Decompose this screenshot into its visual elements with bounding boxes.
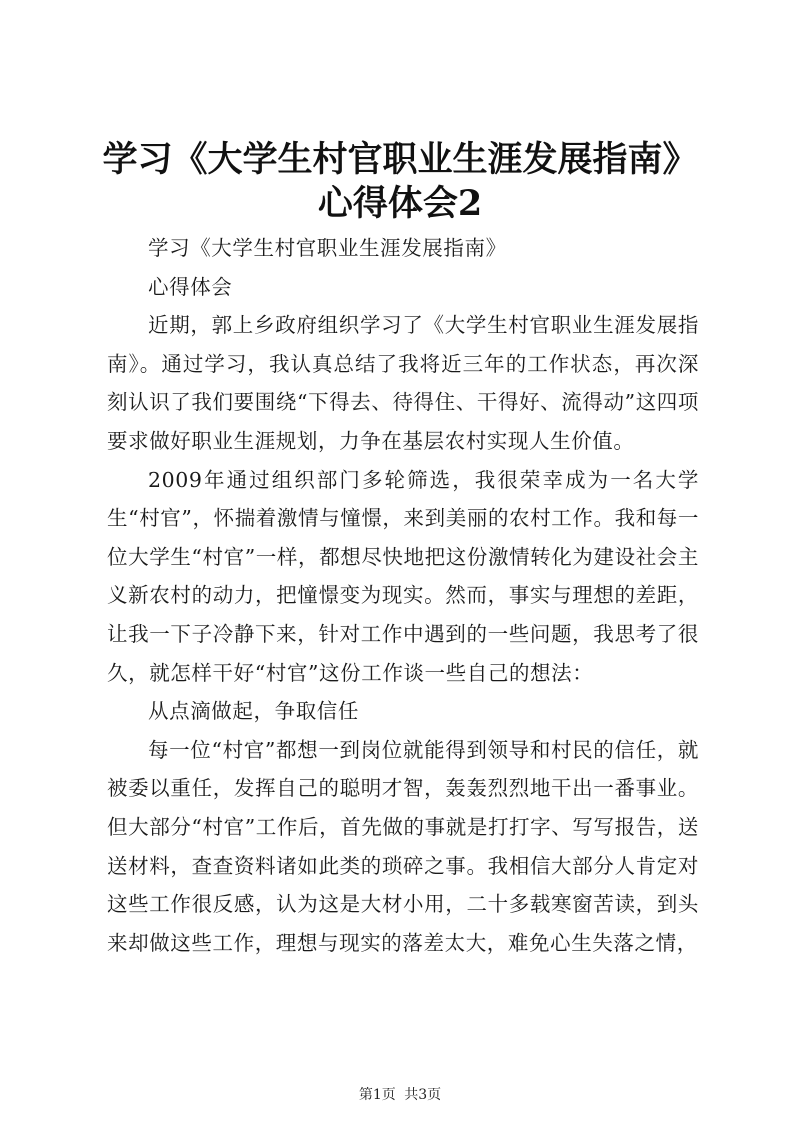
paragraph-trust: 每一位“村官”都想一到岗位就能得到领导和村民的信任，就被委以重任，发挥自己的聪明才智，轰轰烈烈地干出一番事业。但大部分“村官”工作后，首先做的事就是打打字、写写报告，送送材料，查查资料诸如此类的琐碎之事。我相信大部分人肯定对这些工作很反感，认为这是大材小用，二十多载寒窗苦读，到头来却做这些工作，理想与现实的落差太大，难免心生失落之情， — [107, 737, 699, 955]
page-number: 第1页 — [358, 1087, 396, 1103]
paragraph-subtitle-2: 心得体会 — [148, 274, 233, 299]
document-title: 学习《大学生村官职业生涯发展指南》心得体会2 — [102, 139, 698, 224]
page-total: 共3页 — [404, 1087, 442, 1103]
section-heading: 从点滴做起，争取信任 — [148, 699, 359, 724]
paragraph-subtitle: 学习《大学生村官职业生涯发展指南》 — [148, 236, 507, 260]
paragraph-2009: 2009年通过组织部门多轮筛选，我很荣幸成为一名大学生“村官”，怀揣着激情与憧憬，来到美丽的农村工作。我和每一位大学生“村官”一样，都想尽快地把这份激情转化为建设社会主义新农村的动力，把憧憬变为现实。然而，事实与理想的差距，让我一下子冷静下来，针对工作中遇到的一些问题，我思考了很久，就怎样干好“村官”这份工作谈一些自己的想法： — [107, 467, 699, 685]
page-footer — [0, 1085, 800, 1105]
document-body — [107, 229, 699, 962]
paragraph-intro: 近期，郭上乡政府组织学习了《大学生村官职业生涯发展指南》。通过学习，我认真总结了我将近三年的工作状态，再次深刻认识了我们要围绕“下得去、待得住、干得好、流得动”这四项要求做好职业生涯规划，力争在基层农村实现人生价值。 — [107, 313, 699, 453]
